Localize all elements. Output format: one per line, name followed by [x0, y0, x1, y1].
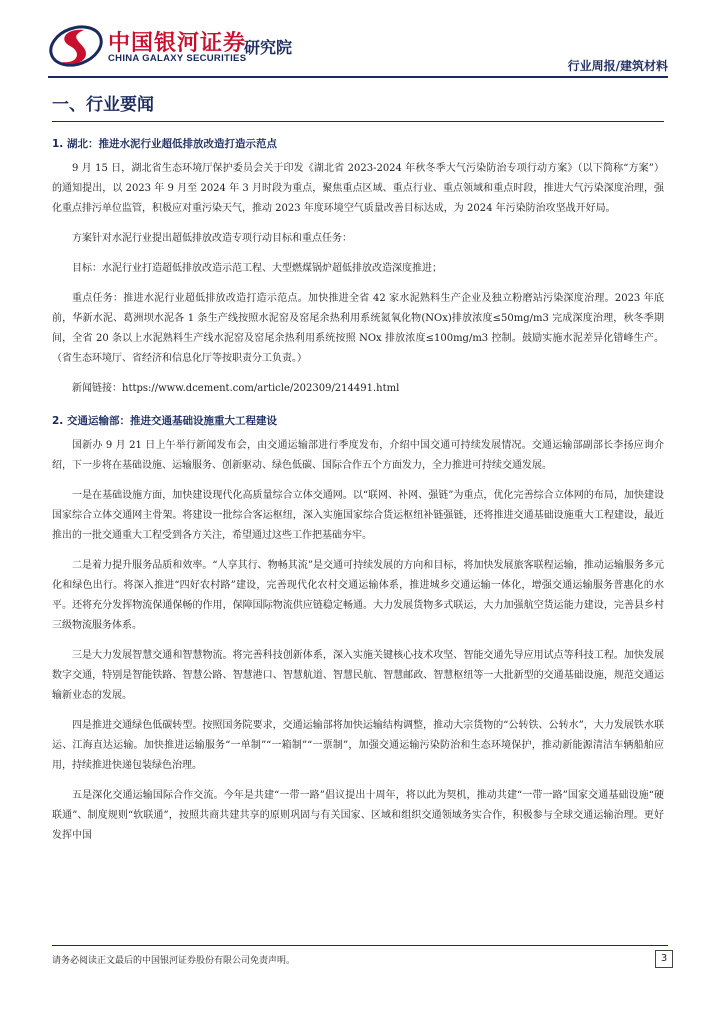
institute-label: 研究院 [244, 38, 293, 57]
galaxy-logo-icon [48, 22, 104, 70]
logo-chinese-name: 中国银河证券 [108, 31, 247, 56]
news-1-paragraph-4: 重点任务：推进水泥行业超低排放改造打造示范点。加快推进全省 42 家水泥熟料生产企业及独立粉磨站污染深度治理。2023 年底前，华新水泥、葛洲坝水泥各 1 条生产线按照水泥窑及窑尾余热利用系统氮氧化物(NOx)排放浓度≤50mg/m3 完成深度治理，秋冬季期间，全省 20 条以上水泥熟料生产线水泥窑及窑尾余热利用系统按照 NOx 排放浓度≤100mg/m3 控制。鼓励实施水泥差异化错峰生产。（省生态环境厅、省经济和信息化厅等按职责分工负责。） [52, 293, 664, 364]
news-link-label: 新闻链接： [72, 383, 122, 394]
header-divider [48, 76, 668, 78]
footer-divider [52, 945, 668, 946]
news-link[interactable]: https://www.dcement.com/article/202309/214491.html [122, 383, 400, 394]
main-content [52, 86, 664, 852]
news-2-paragraph-2: 一是在基础设施方面，加快建设现代化高质量综合立体交通网。以“联网、补网、强链”为重点，优化完善综合立体网的布局，加快建设国家综合立体交通网主骨架。将建设一批综合客运枢纽，深入实施国家综合货运枢纽补链强链，还将推进交通基础设施重大工程建设，最近推出的一批交通重大工程受到各方关注，希望通过这些工作把基础夯牢。 [52, 490, 664, 541]
page-header [0, 0, 724, 80]
report-type: 行业周报/建筑材料 [567, 59, 668, 73]
footer-disclaimer: 请务必阅读正文最后的中国银河证券股份有限公司免责声明。 [52, 956, 296, 966]
news-2-paragraph-1: 国新办 9 月 21 日上午举行新闻发布会，由交通运输部进行季度发布，介绍中国交通可持续发展情况。交通运输部副部长李扬应询介绍，下一步将在基础设施、运输服务、创新驱动、绿色低碳、国际合作五个方面发力，全力推进可持续交通发展。 [52, 440, 664, 471]
news-1-paragraph-2: 方案针对水泥行业提出超低排放改造专项行动目标和重点任务： [72, 233, 352, 244]
news-2-paragraph-4: 三是大力发展智慧交通和智慧物流。将完善科技创新体系，深入实施关键核心技术攻坚、智能交通先导应用试点等科技工程。加快发展数字交通，特别是智能铁路、智慧公路、智慧港口、智慧航道、智慧民航、智慧邮政、智慧枢纽等一大批新型的交通基础设施，规范交通运输新业态的发展。 [52, 650, 664, 701]
news-1-paragraph-1: 9 月 15 日，湖北省生态环境厅保护委员会关于印发《湖北省 2023-2024 年秋冬季大气污染防治专项行动方案》（以下简称“方案”）的通知提出，以 2023 年 9 月至 2024 年 3 月时段为重点，聚焦重点区域、重点行业、重点领域和重点时段，推进大气污染深度治理，强化重点排污单位监管，积极应对重污染天气，推动 2023 年度环境空气质量改善目标达成，为 2024 年污染防治攻坚战开好局。 [52, 163, 664, 214]
news-2-paragraph-3: 二是着力提升服务品质和效率。“人享其行、物畅其流”是交通可持续发展的方向和目标，将加快发展旅客联程运输，推动运输服务多元化和绿色出行。将深入推进“四好农村路”建设，完善现代化农村交通运输体系，推进城乡交通运输一体化，增强交通运输服务普惠化的水平。还将充分发挥物流保通保畅的作用，保障国际物流供应链稳定畅通。大力发展货物多式联运，大力加强航空货运能力建设，完善县乡村三级物流服务体系。 [52, 560, 664, 631]
section-title: 一、行业要闻 [52, 86, 664, 122]
page-number: 3 [655, 950, 673, 968]
news-2-paragraph-5: 四是推进交通绿色低碳转型。按照国务院要求，交通运输部将加快运输结构调整，推动大宗货物的“公转铁、公转水”，大力发展铁水联运、江海直达运输。加快推进运输服务“一单制”“一箱制”“一票制”，加强交通运输污染防治和生态环境保护，推动新能源清洁车辆船舶应用，持续推进快递包装绿色治理。 [52, 720, 664, 771]
news-1-title: 1. 湖北：推进水泥行业超低排放改造打造示范点 [52, 138, 277, 150]
news-2-paragraph-6: 五是深化交通运输国际合作交流。今年是共建“一带一路”倡议提出十周年，将以此为契机，推动共建“一带一路”国家交通基础设施“硬联通”、制度规则“软联通”，按照共商共建共享的原则巩固与有关国家、区域和组织交通领域务实合作，积极参与全球交通运输治理。更好发挥中国 [52, 790, 664, 841]
news-1-link-line [52, 379, 664, 399]
logo-english-name: CHINA GALAXY SECURITIES [108, 53, 247, 64]
news-2-title: 2. 交通运输部：推进交通基础设施重大工程建设 [52, 415, 277, 427]
news-1-paragraph-3: 目标：水泥行业打造超低排放改造示范工程、大型燃煤锅炉超低排放改造深度推进； [72, 263, 442, 274]
